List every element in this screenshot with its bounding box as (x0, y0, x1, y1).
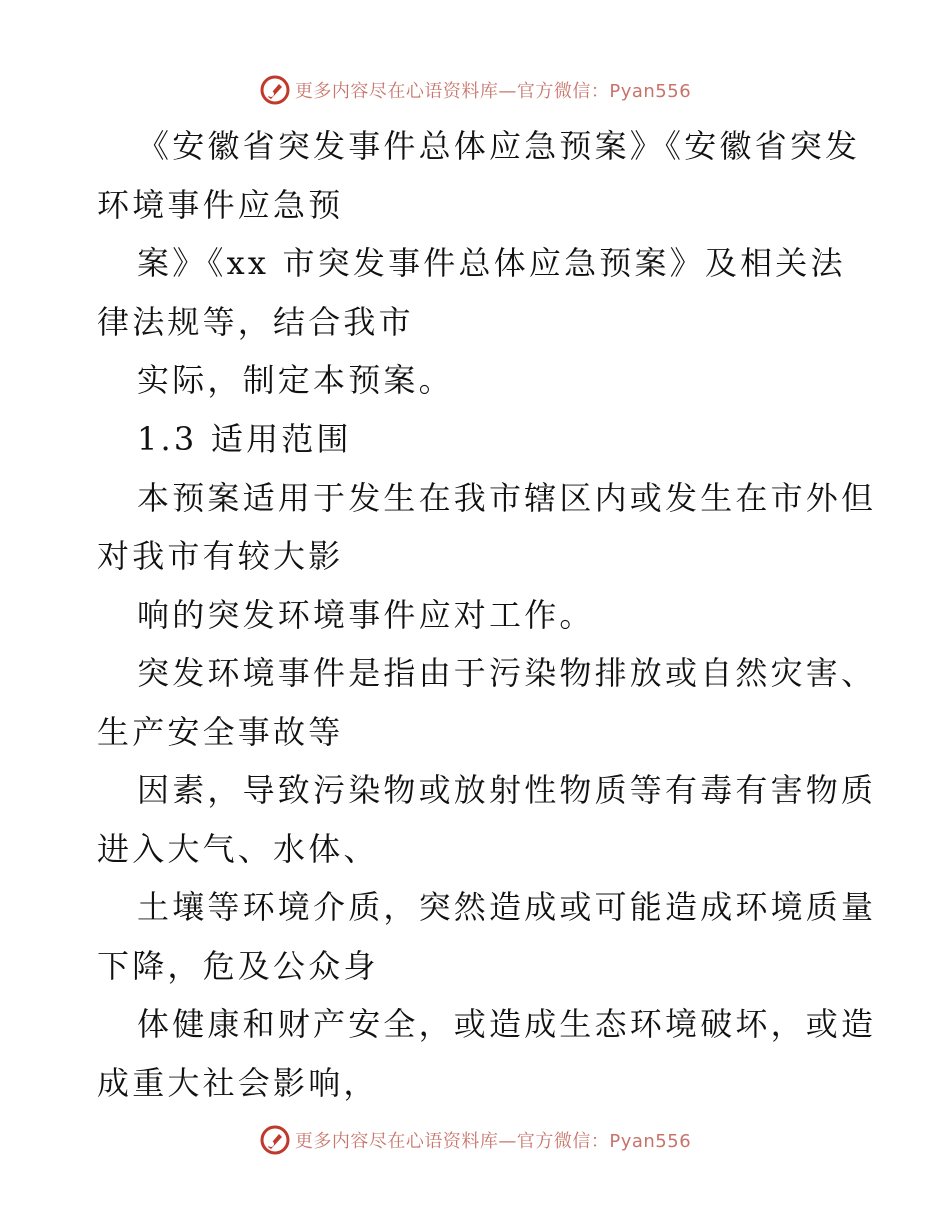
text-line: 响的突发环境事件应对工作。 (137, 596, 595, 634)
text-line: 土壤等环境介质，突然造成或可能造成环境质量 (137, 888, 877, 926)
text-line: 对我市有较大影 (97, 537, 344, 575)
watermark-text: 更多内容尽在心语资料库—官方微信：Pyan556 (294, 1131, 692, 1152)
text-line: 《安徽省突发事件总体应急预案》《安徽省突发 (137, 127, 861, 165)
text-line: 生产安全事故等 (97, 713, 344, 751)
pen-logo-icon (259, 1124, 291, 1156)
header-watermark (0, 72, 950, 108)
text-line: 下降，危及公众身 (97, 947, 379, 985)
footer-watermark (0, 1122, 950, 1158)
text-line: 突发环境事件是指由于污染物排放或自然灾害、 (137, 654, 877, 692)
text-line: 本预案适用于发生在我市辖区内或发生在市外但 (137, 479, 877, 517)
text-line: 案》《xx 市突发事件总体应急预案》及相关法 (137, 244, 846, 282)
text-line: 因素，导致污染物或放射性物质等有毒有害物质 (137, 771, 877, 809)
text-line: 进入大气、水体、 (97, 830, 379, 868)
text-line: 律法规等，结合我市 (97, 303, 414, 341)
text-line: 环境事件应急预 (97, 186, 344, 224)
text-line: 实际，制定本预案。 (137, 361, 454, 399)
section-heading: 1.3 适用范围 (137, 420, 352, 458)
text-line: 成重大社会影响， (97, 1064, 379, 1102)
watermark-text: 更多内容尽在心语资料库—官方微信：Pyan556 (294, 81, 692, 102)
text-line: 体健康和财产安全，或造成生态环境破坏，或造 (137, 1005, 877, 1043)
pen-logo-icon (259, 74, 291, 106)
